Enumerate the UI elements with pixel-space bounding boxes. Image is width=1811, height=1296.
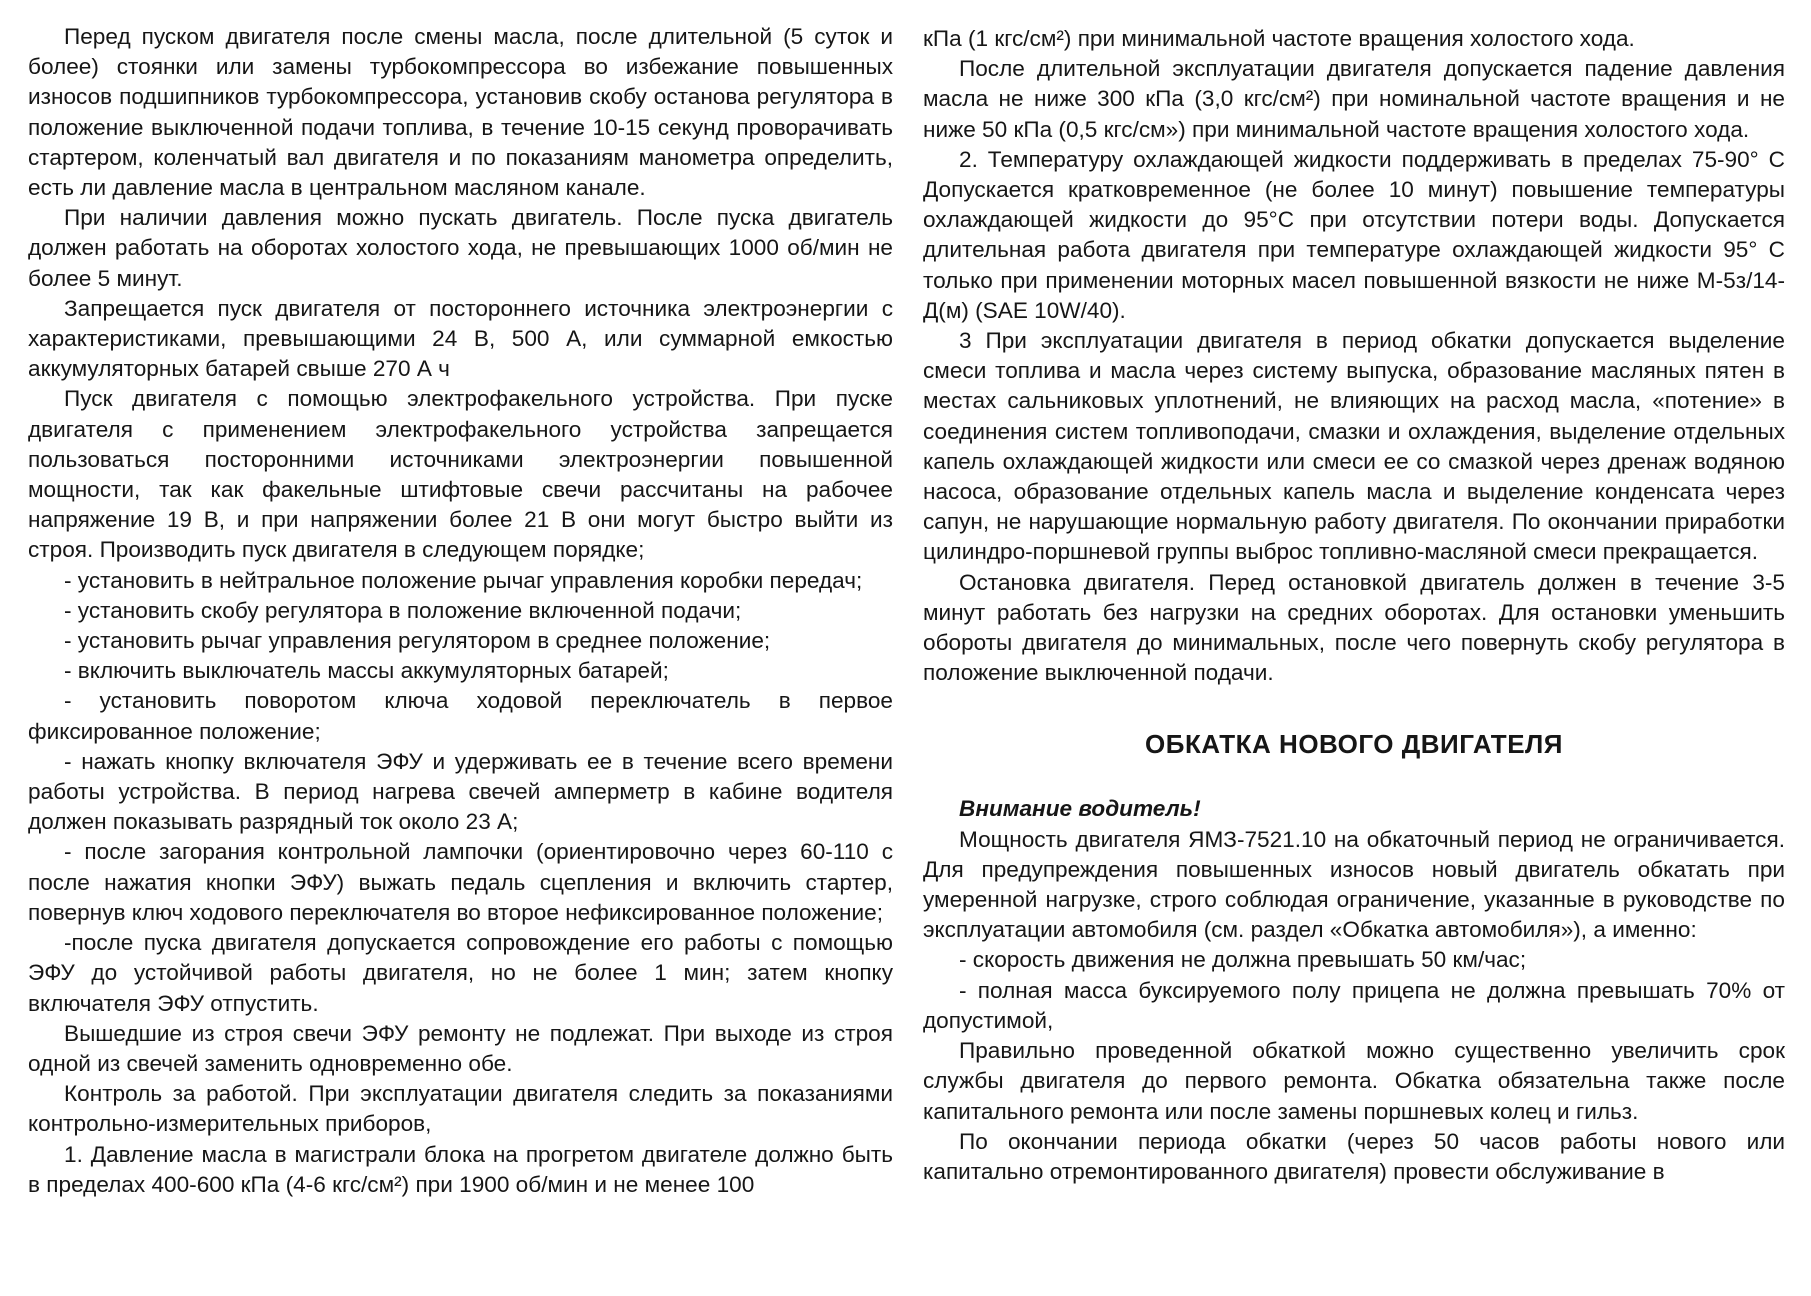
right-column <box>923 24 1785 1187</box>
section-heading: ОБКАТКА НОВОГО ДВИГАТЕЛЯ <box>1145 729 1563 760</box>
list-item-speed-limit: - скорость движения не должна превышать 50 км/час; <box>959 947 1527 973</box>
paragraph-break-in-leaks: 3 При эксплуатации двигателя в период обкатки допускается выделение смеси топлива и масла через систему выпуска, образование масляных пятен в местах сальниковых уплотнений, не влияющих на расход масла, «потение» в соединения систем топливоподачи, смазки и охлаждения, выделение отдельных капель охлаждающей жидкости или смеси ее со смазкой через дренаж водяною насоса, образование отдельных капель масла и выделение конденсата через сапун, не нарушающие нормальную работу двигателя. По окончании приработки цилиндро-поршневой группы выброс топливно-масляной смеси прекращается. <box>923 328 1785 565</box>
paragraph-oil-pressure: 1. Давление масла в магистрали блока на прогретом двигателе должно быть в пределах 400-600 кПа (4-6 кгс/см²) при 1900 об/мин и не менее 100 <box>28 1141 893 1197</box>
list-item-efu-button: - нажать кнопку включателя ЭФУ и удерживать ее в течение всего времени работы устройства. В период нагрева свечей амперметр в кабине водителя должен показывать разрядный ток около 23 А; <box>28 748 893 835</box>
paragraph-failed-plugs: Вышедшие из строя свечи ЭФУ ремонту не подлежат. При выходе из строя одной из свечей заменить одновременно обе. <box>28 1020 893 1076</box>
list-item-trailer-mass: - полная масса буксируемого полу прицепа не должна превышать 70% от допустимой, <box>923 977 1785 1033</box>
list-item-after-start: -после пуска двигателя допускается сопровождение его работы с помощью ЭФУ до устойчивой работы двигателя, но не более 1 мин; затем кнопку включателя ЭФУ отпустить. <box>28 930 893 1016</box>
paragraph-external-power-warning: Запрещается пуск двигателя от постороннего источника электроэнергии с характеристиками, превышающими 24 В, 500 А, или суммарной емкостью аккумуляторных батарей свыше 270 А ч <box>28 295 893 382</box>
list-item-key-first-position: - установить поворотом ключа ходовой переключатель в первое фиксированное положение; <box>28 688 893 744</box>
left-column <box>28 22 893 1200</box>
paragraph-coolant-temperature: 2. Температуру охлаждающей жидкости поддерживать в пределах 75-90° С Допускается кратковременное (не более 10 минут) повышение температуры охлаждающей жидкости до 95°С при отсутствии потери воды. Допускается длительная работа двигателя при температуре охлаждающей жидкости 95° С только при применении моторных масел повышенной вязкости не ниже М-5з/14-Д(м) (SAE 10W/40). <box>923 146 1785 323</box>
paragraph-oil-pressure-continued: кПа (1 кгс/см²) при минимальной частоте вращения холостого хода. <box>923 26 1635 51</box>
list-item-starter: - после загорания контрольной лампочки (ориентировочно через 60-110 с после нажатия кнопки ЭФУ) выжать педаль сцепления и включить стартер, повернув ключ ходового переключателя во второе нефиксированное положение; <box>28 839 893 925</box>
paragraph-after-break-in: По окончании периода обкатки (через 50 часов работы нового или капитально отремонтированного двигателя) провести обслуживание в <box>923 1128 1785 1184</box>
paragraph-efu-start: Пуск двигателя с помощью электрофакельного устройства. При пуске двигателя с применением электрофакельного устройства запрещается пользоваться посторонними источниками электроэнергии повышенной мощности, так как факельные штифтовые свечи рассчитаны на рабочее напряжение 19 В, и при напряжении более 21 В они могут быстро выйти из строя. Производить пуск двигателя в следующем порядке; <box>28 386 893 563</box>
paragraph-engine-stop: Остановка двигателя. Перед остановкой двигатель должен в течение 3-5 минут работать без нагрузки на средних оборотах. Для остановки уменьшить обороты двигателя до минимальных, после чего повернуть скобу регулятора в положение выключенной подачи. <box>923 569 1785 686</box>
paragraph-start-after-pressure: При наличии давления можно пускать двигатель. После пуска двигатель должен работать на оборотах холостого хода, не превышающих 1000 об/мин не более 5 минут. <box>28 205 893 291</box>
paragraph-oil-pressure-drop: После длительной эксплуатации двигателя допускается падение давления масла не ниже 300 кПа (3,0 кгс/см²) при номинальной частоте вращения и не ниже 50 кПа (0,5 кгс/см») при минимальной частоте вращения холостого хода. <box>923 56 1785 142</box>
paragraph-service-life: Правильно проведенной обкаткой можно существенно увеличить срок службы двигателя до первого ремонта. Обкатка обязательна также после капитального ремонта или после замены поршневых колец и гильз. <box>923 1038 1785 1124</box>
paragraph-monitoring: Контроль за работой. При эксплуатации двигателя следить за показаниями контрольно-измерительных приборов, <box>28 1081 893 1137</box>
list-item-gear-lever: - установить в нейтральное положение рычаг управления коробки передач; <box>64 567 863 593</box>
list-item-regulator-bracket: - установить скобу регулятора в положение включенной подачи; <box>64 597 742 623</box>
subheading-attention: Внимание водитель! <box>959 796 1201 822</box>
list-item-regulator-lever: - установить рычаг управления регулятором в среднее положение; <box>64 628 771 654</box>
list-item-battery-switch: - включить выключатель массы аккумуляторных батарей; <box>64 658 669 684</box>
paragraph-break-in-power: Мощность двигателя ЯМЗ-7521.10 на обкаточный период не ограничивается. Для предупреждения повышенных износов новый двигатель обкатать при умеренной нагрузке, строго соблюдая ограничение, указанные в руководстве по эксплуатации автомобиля (см. раздел «Обкатка автомобиля»), а именно: <box>923 826 1785 943</box>
paragraph-oil-check: Перед пуском двигателя после смены масла, после длительной (5 суток и более) стоянки или замены турбокомпрессора во избежание повышенных износов подшипников турбокомпрессора, установив скобу останова регулятора в положение выключенной подачи топлива, в течение 10-15 секунд проворачивать стартером, коленчатый вал двигателя и по показаниям манометра определить, есть ли давление масла в центральном масляном канале. <box>28 24 893 201</box>
